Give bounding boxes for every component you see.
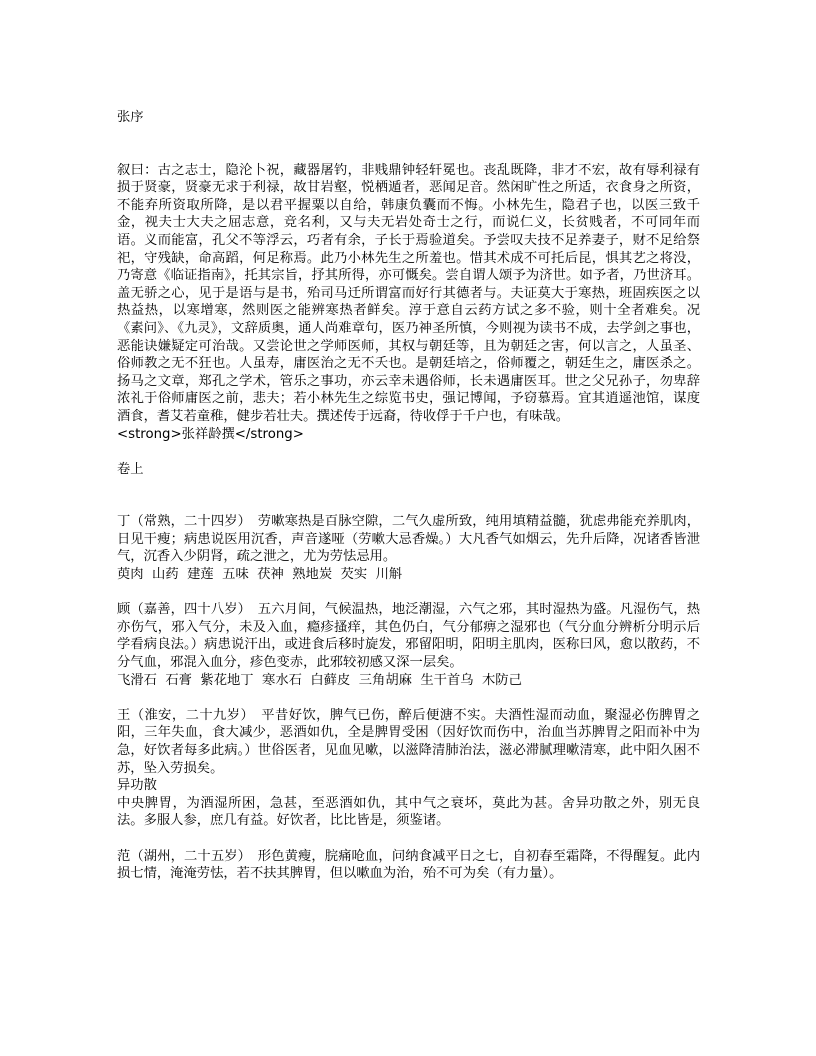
herb-list: 萸肉 山药 建莲 五味 茯神 熟地炭 芡实 川斛: [117, 567, 403, 583]
case-text: 范（湖州，二十五岁） 形色黄瘦，脘痛呛血，问纳食减平日之七，自初春至霜降，不得醒复。此内损七情，淹淹劳怯，若不扶其脾胃，但以嗽血为治，殆不可为矣（有力量）。: [117, 848, 700, 882]
case-entry: [117, 513, 700, 583]
case-entry: [117, 707, 700, 830]
case-note: 中央脾胃，为酒湿所困，急甚，至恶酒如仇，其中气之衰坏，莫此为甚。舍异功散之外，别无良法。多服人参，庶几有益。好饮者，比比皆是，须鉴诸。: [117, 795, 700, 829]
preface-paragraph: 叙曰：古之志士，隐沦卜祝，藏器屠钓，非贱鼎钟轻轩冕也。丧乱既降，非才不宏，故有辱利禄有损于贤豪，贤豪无求于利禄，故甘岩壑，悦栖遁者，恶闻足音。然闲旷性之所适，衣食身之所资，不能弃所资取所降，是以君平握粟以自给，韩康负囊而不悔。小林先生，隐君子也，以医三致千金，视夫士大夫之屈志意，竞名利，又与夫无岩处奇士之行，而说仁义，长贫贱者，不可同年而语。义而能富，孔父不等浮云，巧者有余，子长于焉验道矣。予尝叹夫技不足养妻子，财不足给祭祀，守残缺，命高蹈，何足称焉。此乃小林先生之所羞也。惜其术成不可托后昆，惧其艺之将没，乃寄意《临证指南》，托其宗旨，抒其所得，亦可慨矣。尝自谓人颂予为济世。如予者，乃世济耳。盖无骄之心，见于是语与是书，殆司马迁所谓富而好行其德者与。夫证莫大于寒热，班固疾医之以热益热，以寒增寒，然则医之能辨寒热者鲜矣。淳于意自云药方试之多不验，则十全者难矣。况《素问》、《九灵》，文辞质奥，通人尚难章句，医乃神圣所慎，今则视为读书不成，去学剑之事也，恶能诀嫌疑定可治哉。又尝论世之学师医师，其权与朝廷等，且为朝廷之害，何以言之，人虽圣、俗师教之无不狂也。人虽寿，庸医治之无不夭也。是朝廷培之，俗师覆之，朝廷生之，庸医杀之。扬马之文章，郑孔之学术，管乐之事功，亦云幸未遇俗师，长未遇庸医耳。世之父兄孙子，勿卑辞浓礼于俗师庸医之前，悲夫；若小林先生之综览书史，强记博闻，予窃慕焉。宜其逍遥池馆，谋度酒食，耆艾若童稚，健步若壮夫。撰述传于远裔，待收俘于千户也，有味哉。: [117, 162, 700, 424]
preface-signature: <strong>张祥龄撰</strong>: [117, 426, 304, 442]
preface-title: 张序: [117, 110, 144, 125]
volume-heading: 卷上: [117, 461, 144, 477]
case-text: 顾（嘉善，四十八岁） 五六月间，气候温热，地泛潮湿，六气之邪，其时湿热为盛。凡湿伤气，热亦伤气，邪入气分，未及入血，瘾疹搔痒，其色仍白，气分郁痹之湿邪也（气分血分辨析分明示后学看病良法。）病患说汗出，或进食后移时旋发，邪留阳明，阳明主肌肉，医称曰风，愈以散药，不分气血，邪混入血分，疹色变赤，此邪较初感又深一层矣。: [117, 602, 700, 671]
case-list: [117, 513, 700, 882]
herb-list: 飞滑石 石膏 紫花地丁 寒水石 白藓皮 三角胡麻 生干首乌 木防己: [117, 672, 522, 688]
case-text: 丁（常熟，二十四岁） 劳嗽寒热是百脉空隙，二气久虚所致，纯用填精益髓，犹虑弗能充养肌肉，日见干瘦；病患说医用沉香，声音遂哑（劳嗽大忌香燥。）大凡香气如烟云，先升后降，况诸香皆泄气，沉香入少阴肾，疏之泄之，尤为劳怯忌用。: [117, 514, 700, 565]
case-entry: [117, 848, 700, 883]
case-entry: [117, 601, 700, 689]
case-note: 异功散: [117, 778, 157, 794]
case-text: 王（淮安，二十九岁） 平昔好饮，脾气已伤，醉后便溏不实。夫酒性湿而动血，聚湿必伤脾胃之阳，三年失血，食大减少，恶酒如仇，全是脾胃受困（因好饮而伤中，治血当苏脾胃之阳而补中为急，好饮者每多此病。）世俗医者，见血见嗽，以滋降清肺治法，滋必滞腻理嗽清寒，此中阳久困不苏，坠入劳损矣。: [117, 707, 700, 776]
